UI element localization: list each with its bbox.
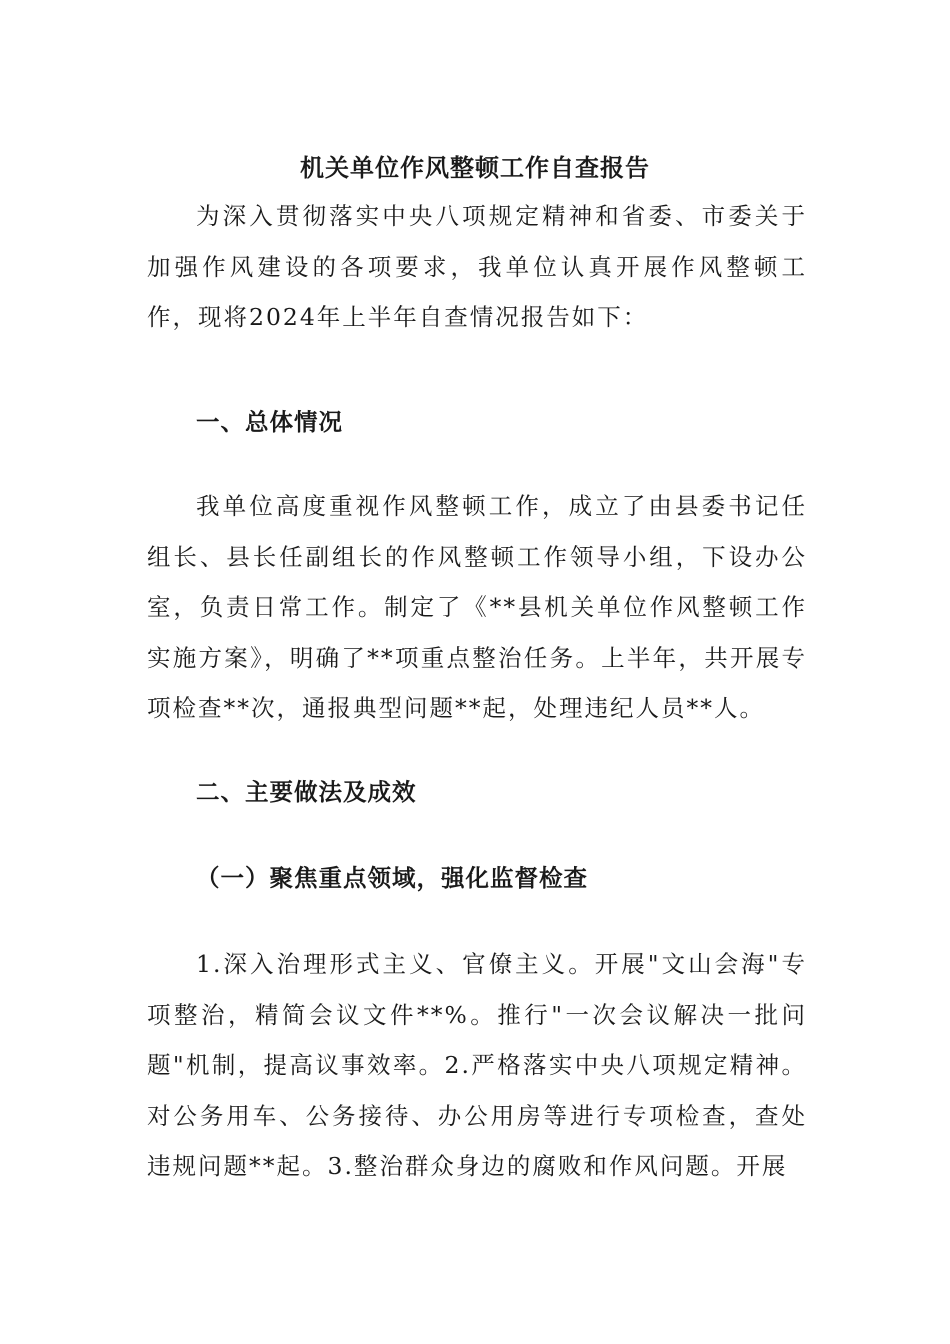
section-1-body: 我单位高度重视作风整顿工作，成立了由县委书记任组长、县长任副组长的作风整顿工作领导小组，下设办公室，负责日常工作。制定了《**县机关单位作风整顿工作实施方案》，明确了**项重点整治任务。上半年，共开展专项检查**次，通报典型问题**起，处理违纪人员**人。: [147, 492, 807, 722]
subsection-1-heading: （一）聚焦重点领域，强化监督检查: [196, 864, 588, 892]
intro-paragraph: 为深入贯彻落实中央八项规定精神和省委、市委关于加强作风建设的各项要求，我单位认真开展作风整顿工作，现将2024年上半年自查情况报告如下：: [147, 202, 807, 331]
section-2-heading: 二、主要做法及成效: [196, 778, 417, 806]
document-title: 机关单位作风整顿工作自查报告: [300, 153, 650, 183]
subsection-1-body: 1.深入治理形式主义、官僚主义。开展"文山会海"专项整治，精简会议文件**%。推行"一次会议解决一批问题"机制，提高议事效率。2.严格落实中央八项规定精神。对公务用车、公务接待、办公用房等进行专项检查，查处违规问题**起。3.整治群众身边的腐败和作风问题。开展: [147, 950, 807, 1180]
section-1-heading: 一、总体情况: [196, 408, 343, 436]
